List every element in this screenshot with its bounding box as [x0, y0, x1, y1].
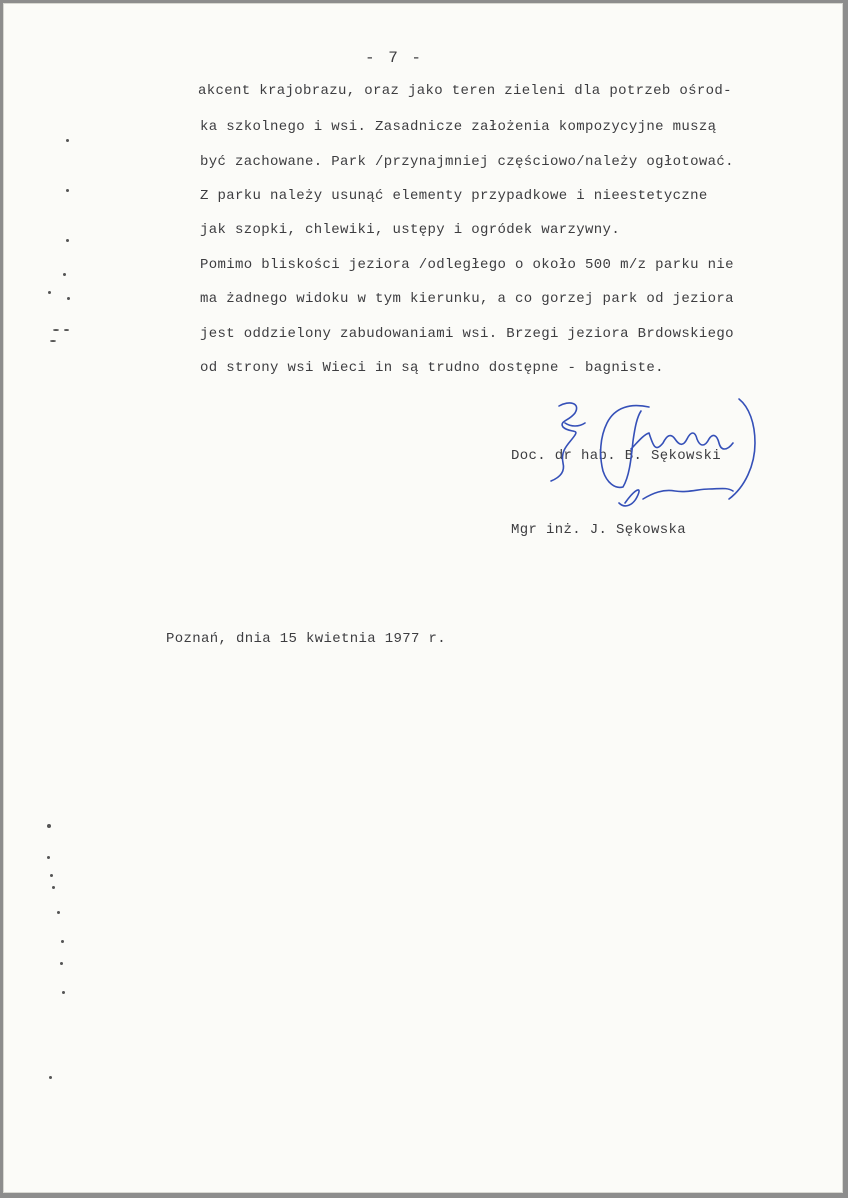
- margin-dot: [66, 139, 69, 142]
- handwritten-signature: [3, 3, 843, 1193]
- margin-dot: [47, 824, 51, 828]
- signatory-line: Doc. dr hab. B. Sękowski: [511, 448, 722, 464]
- margin-dot: [67, 297, 70, 300]
- margin-dot: [50, 874, 53, 877]
- text-line: jest oddzielony zabudowaniami wsi. Brzegi jeziora Brdowskiego: [200, 326, 734, 342]
- margin-dot: [49, 1076, 52, 1079]
- place-date: Poznań, dnia 15 kwietnia 1977 r.: [166, 631, 447, 647]
- text-line: Pomimo bliskości jeziora /odległego o około 500 m/z parku nie: [200, 257, 734, 273]
- text-line: od strony wsi Wieci in są trudno dostępne - bagniste.: [200, 360, 664, 376]
- text-line: akcent krajobrazu, oraz jako teren zieleni dla potrzeb ośrod-: [198, 83, 732, 99]
- margin-dot: [50, 340, 56, 342]
- margin-dot: [52, 886, 55, 889]
- margin-dot: [60, 962, 63, 965]
- text-line: jak szopki, chlewiki, ustępy i ogródek warzywny.: [200, 222, 621, 238]
- margin-dot: [62, 991, 65, 994]
- margin-dot: [53, 329, 59, 331]
- margin-dot: [47, 856, 50, 859]
- margin-dot: [57, 911, 60, 914]
- text-line: ma żadnego widoku w tym kierunku, a co gorzej park od jeziora: [200, 291, 734, 307]
- text-line: Z parku należy usunąć elementy przypadkowe i nieestetyczne: [200, 188, 708, 204]
- margin-dot: [66, 239, 69, 242]
- signatory-line: Mgr inż. J. Sękowska: [511, 522, 687, 538]
- text-line: być zachowane. Park /przynajmniej częściowo/należy ogłotować.: [200, 154, 734, 170]
- text-line: ka szkolnego i wsi. Zasadnicze założenia kompozycyjne muszą: [200, 119, 717, 135]
- margin-dot: [61, 940, 64, 943]
- margin-dot: [63, 273, 66, 276]
- margin-dot: [48, 291, 51, 294]
- page-number: - 7 -: [365, 49, 424, 67]
- document-page: [3, 3, 843, 1193]
- margin-dot: [64, 329, 69, 331]
- margin-dot: [66, 189, 69, 192]
